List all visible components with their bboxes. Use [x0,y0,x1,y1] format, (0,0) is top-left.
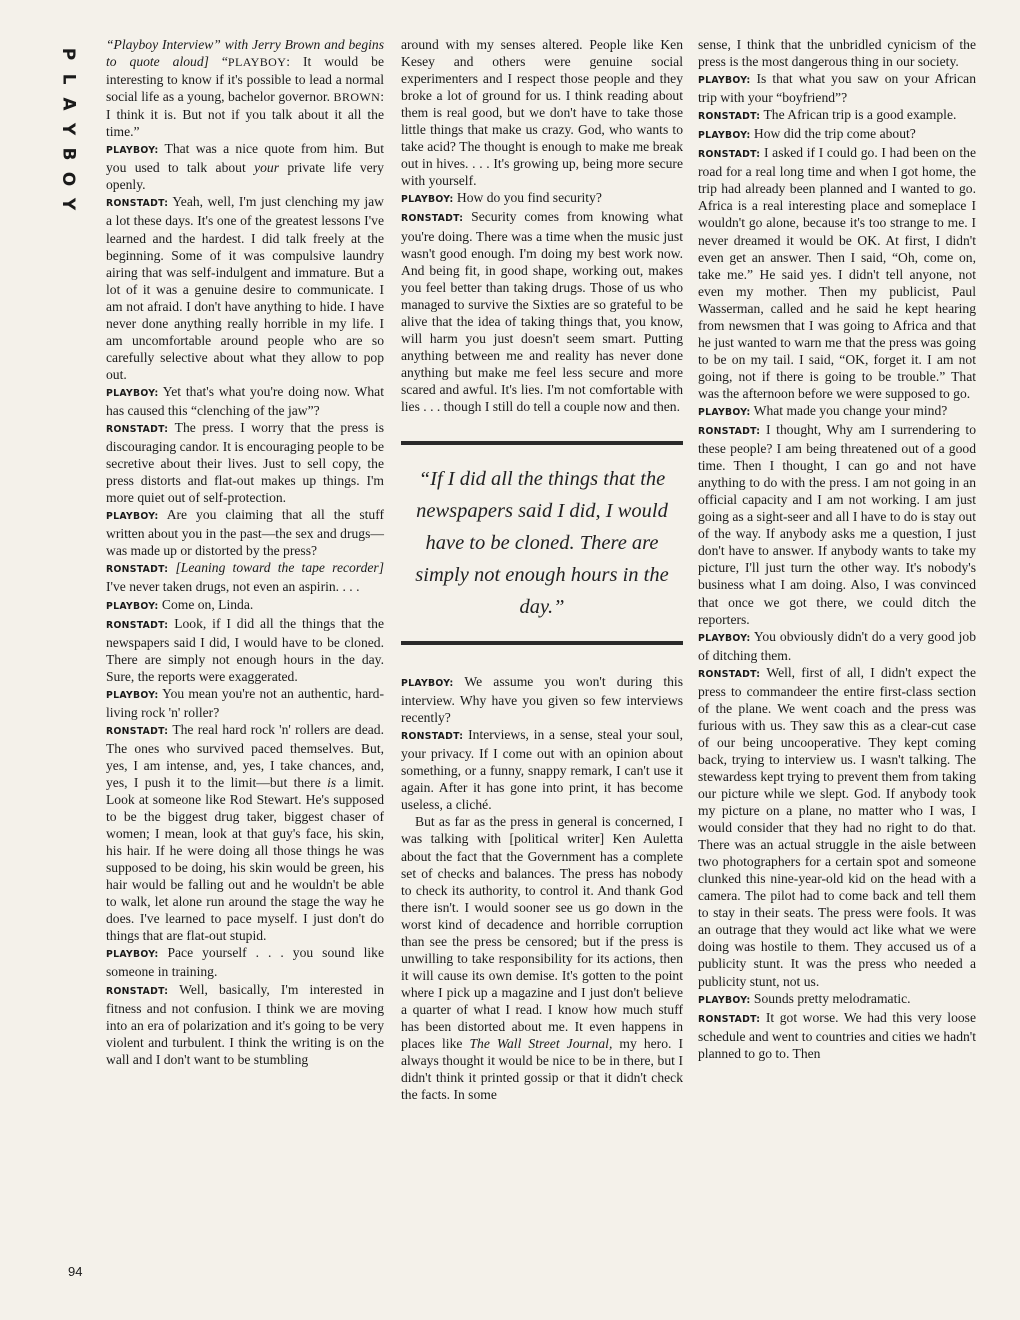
speaker-label: RONSTADT: [106,424,169,436]
magazine-masthead-vertical [55,42,81,217]
qa-paragraph: PLAYBOY: You obviously didn't do a very good job of ditching them. [698,628,976,663]
qa-paragraph: PLAYBOY: Come on, Linda. [106,596,254,612]
masthead-letter: P [58,47,79,62]
qa-paragraph: RONSTADT: Yeah, well, I'm just clenching my jaw a lot these days. It's one of the greatest lessons I've learned and the hardest. I did talk freely at the beginning. Some of it was compulsive laundry airing that was self-indulgent and immature. But a lot of it was a genuine desire to communicate. I am not afraid. I don't have anything to hide. I have never done anything really horrible in my life. I am uncomfortable around people who are so carefully selective about what they allow to pop out. [106,194,384,382]
pull-quote-text: “If I did all the things that the newspapers said I did, I would have to be cloned. There are simply not enough hours in the day.” [415,468,669,619]
speaker-label: RONSTADT: [106,198,169,210]
qa-paragraph: RONSTADT: Well, first of all, I didn't expect the press to commandeer the entire first-class section of the plane. We went coach and the press was furious with us. They saw this as a clear-cut case of our being uncooperative. They kept coming back, trying to interview us. I wasn't talking. The stewardess kept trying to prevent them from taking our picture while we slept. God. If anybody took my picture on a plane, no matter who I was, I would consider that they had no right to do that. There was an actual struggle in the aisle between two photographers for a certain spot and someone clunked this nine-year-old kid on the head with a camera. The pilot had to come back and tell them to stay in their seats. The press were fools. It was an outrage that they would act like what we were doing was hostile to them. They accused us of a publicity stunt. It was the press who needed a publicity stunt, not us. [698,664,976,989]
qa-paragraph: sense, I think that the unbridled cynicism of the press is the most dangerous thing in our society. [698,37,976,70]
speaker-brown: BROWN [333,90,381,105]
qa-paragraph: RONSTADT: Look, if I did all the things that the newspapers said I did, I would have to be cloned. There are simply not enough hours in the day. Sure, the reports were exaggerated. [106,615,384,684]
qa-paragraph: PLAYBOY: How do you find security? [401,190,602,206]
masthead-letter: A [58,97,79,112]
qa-paragraph: PLAYBOY: Yet that's what you're doing now. What has caused this “clenching of the jaw”? [106,383,384,418]
speaker-label: PLAYBOY: [698,75,751,87]
speaker-label: PLAYBOY: [698,130,751,142]
qa-paragraph: RONSTADT: The real hard rock 'n' rollers are dead. The ones who survived paced themselves. But, yes, I am intense, and, yes, I take chances, and, yes, I push it to the limit—but there is a limit. Look at someone like Rod Stewart. He's supposed to be the biggest drug taker, biggest chaser of women; I mean, look at that guy's face, his skin, his hair. If he were doing all those things he was supposed to be doing, his skin would be green, his hair would be falling out and he wouldn't be able to walk, let alone run around the stage the way he does. I've learned to pace myself. I just don't do things that are flat-out stupid. [106,721,384,944]
speaker-label: RONSTADT: [106,619,169,631]
speaker-label: PLAYBOY: [106,600,159,612]
speaker-label: PLAYBOY: [401,194,454,206]
qa-paragraph: RONSTADT: It got worse. We had this very loose schedule and went to countries and cities we hadn't planned to go to. Then [698,1009,977,1061]
speaker-label: PLAYBOY: [106,949,159,961]
masthead-letter: Y [58,122,79,137]
masthead-letter: O [58,171,79,188]
speaker-label: RONSTADT: [106,564,169,576]
qa-paragraph: RONSTADT: The press. I worry that the press is discouraging candor. It is encouraging people to be secretive about their lives. Just to sell copy, the press distorts and flat-out makes up things. I'm more quiet out of self-protection. [106,420,384,506]
intro-paragraph: “Playboy Interview” with Jerry Brown and begins to quote aloud] “PLAYBOY: It would be interesting to know if it's possible to lead a normal social life as a young, bachelor governor. BROWN: I think it is. But not if you talk about it all the time.” [106,37,385,140]
masthead-letter: L [58,73,79,86]
speaker-label: PLAYBOY: [698,632,751,644]
speaker-label: RONSTADT: [106,985,169,997]
article-column-2 [401,36,683,1103]
qa-paragraph: PLAYBOY: Are you claiming that all the stuff written about you in the past—the sex and drugs—was made up or distorted by the press? [106,507,384,559]
speaker-label: RONSTADT: [698,1013,761,1025]
qa-paragraph: PLAYBOY: Sounds pretty melodramatic. [698,990,911,1006]
speaker-label: RONSTADT: [401,213,464,225]
speaker-label: RONSTADT: [106,725,169,737]
speaker-label: PLAYBOY: [106,387,159,399]
article-column-3 [698,36,976,1062]
speaker-label: PLAYBOY: [106,689,159,701]
speaker-label: RONSTADT: [698,111,761,123]
speaker-label: RONSTADT: [698,149,761,161]
pull-quote-bottom-rule [401,641,683,645]
qa-paragraph: RONSTADT: I thought, Why am I surrendering to these people? I am being threatened out of a good time. Then I thought, I can go and not have anything to do with the press. I am not going in an official capacity and I am not working. I am just going as a sight-seer and all I have to do is stay out of the way. If anybody asks me a question, I just don't have to answer. If anybody wants to take my picture, I'll just turn the other way. It's nobody's business what I am doing. Also, I was convinced that once we got there, we could ditch the reporters. [698,422,976,627]
qa-paragraph: RONSTADT: Well, basically, I'm interested in fitness and not confusion. I think we are moving into an era of polarization and it's going to be very violent and turbulent. I think the writing is on the wall and I don't want to be stumbling [106,981,384,1067]
qa-paragraph: RONSTADT: I asked if I could go. I had been on the road for a real long time and when I got home, the trip had already been planned and I wanted to go. Africa is a real interesting place and someplace I wouldn't go alone, because it's too strange to me. I never dreamed it would be OK. At first, I didn't even get an answer. Then I said, “Oh, come on, take me.” He said yes. I didn't tell anyone, not even my mother. Then my publicist, Paul Wasserman, called and he said he kept hearing from newsmen that I was going to Africa and that he just wanted to warn me that the press was going to be on my tail. I said, “OK, forget it. I am not going, not if there is going to be trouble.” That was the afternoon before we were supposed to go. [698,145,976,401]
masthead-letter: Y [58,197,79,212]
qa-paragraph: around with my senses altered. People like Ken Kesey and others were genuine social experimenters and I respect those people and they broke a lot of ground for us. I think reading about them is real good, but we don't have to take those little things that make us crazy. God, who wants to take acid? The thought is enough to make me break out in hives. . . . It's growing up, being more secure with yourself. [401,37,683,189]
speaker-label: PLAYBOY: [401,678,454,690]
qa-paragraph: PLAYBOY: We assume you won't during this interview. Why have you given so few interviews recently? [401,674,683,726]
qa-paragraph: PLAYBOY: Pace yourself . . . you sound like someone in training. [106,945,384,980]
pull-quote-top-rule [401,441,683,445]
speaker-label: PLAYBOY: [698,994,751,1006]
qa-paragraph: RONSTADT: The African trip is a good example. [698,107,957,123]
qa-paragraph: PLAYBOY: You mean you're not an authentic, hard-living rock 'n' roller? [106,685,384,720]
speaker-label: PLAYBOY: [698,406,751,418]
speaker-label: PLAYBOY: [106,145,159,157]
speaker-label: RONSTADT: [698,426,761,438]
qa-paragraph: RONSTADT: [Leaning toward the tape recorder] I've never taken drugs, not even an aspirin. . . . [106,560,384,595]
masthead-letter: B [58,147,79,162]
speaker-label: RONSTADT: [401,731,464,743]
qa-paragraph: PLAYBOY: How did the trip come about? [698,126,916,142]
qa-paragraph: PLAYBOY: What made you change your mind? [698,402,948,418]
qa-paragraph: PLAYBOY: Is that what you saw on your African trip with your “boyfriend”? [698,71,976,106]
qa-paragraph: PLAYBOY: That was a nice quote from him. But you used to talk about your private life very openly. [106,141,384,193]
qa-paragraph: But as far as the press in general is concerned, I was talking with [political writer] Ken Auletta about the fact that the Government has a complete set of checks and balances. The press has nobody to check its authority, to control it. And thank God there isn't. I would sooner see us go down in the worst kind of decadence and horrible corruption than see the press be censored; but if the press is unwilling to take responsibility for its actions, then it will cause its own demise. It's gotten to the point where I pick up a magazine and I just don't believe a quarter of what I read. I know how much stuff has been distorted about me. It even happens in places like The Wall Street Journal, my hero. I always thought it would be nice to be in there, but I didn't think it printed gossip or that it didn't check the facts. In some [401,814,683,1103]
speaker-label: PLAYBOY: [106,511,159,523]
speaker-playboy: PLAYBOY [227,55,287,70]
qa-paragraph: RONSTADT: Security comes from knowing what you're doing. There was a time when the music just wasn't good enough. I'm doing my best work now. And being fit, in good shape, working out, makes you feel better than taking drugs. Those of us who managed to survive the Sixties are so grateful to be alive that the idea of taking things that, you know, will harm you just doesn't seem smart. Putting anything between me and reality has never done anything but make me feel less secure and more scared and awful. It's lies. I'm not comfortable with lies . . . though I still do tell a couple now and then. [401,209,683,414]
qa-paragraph: RONSTADT: Interviews, in a sense, steal your soul, your privacy. If I come out with an opinion about something, or a funny, snappy remark, I can't use it again. After it has gone into print, it has become useless, a cliché. [401,727,683,813]
pull-quote [401,441,683,645]
article-column-1 [106,36,384,1068]
speaker-label: RONSTADT: [698,668,761,680]
page-number: 94 [68,1264,83,1279]
intro-italic: “Playboy Interview” with Jerry Brown and begins to quote aloud] [106,37,384,70]
